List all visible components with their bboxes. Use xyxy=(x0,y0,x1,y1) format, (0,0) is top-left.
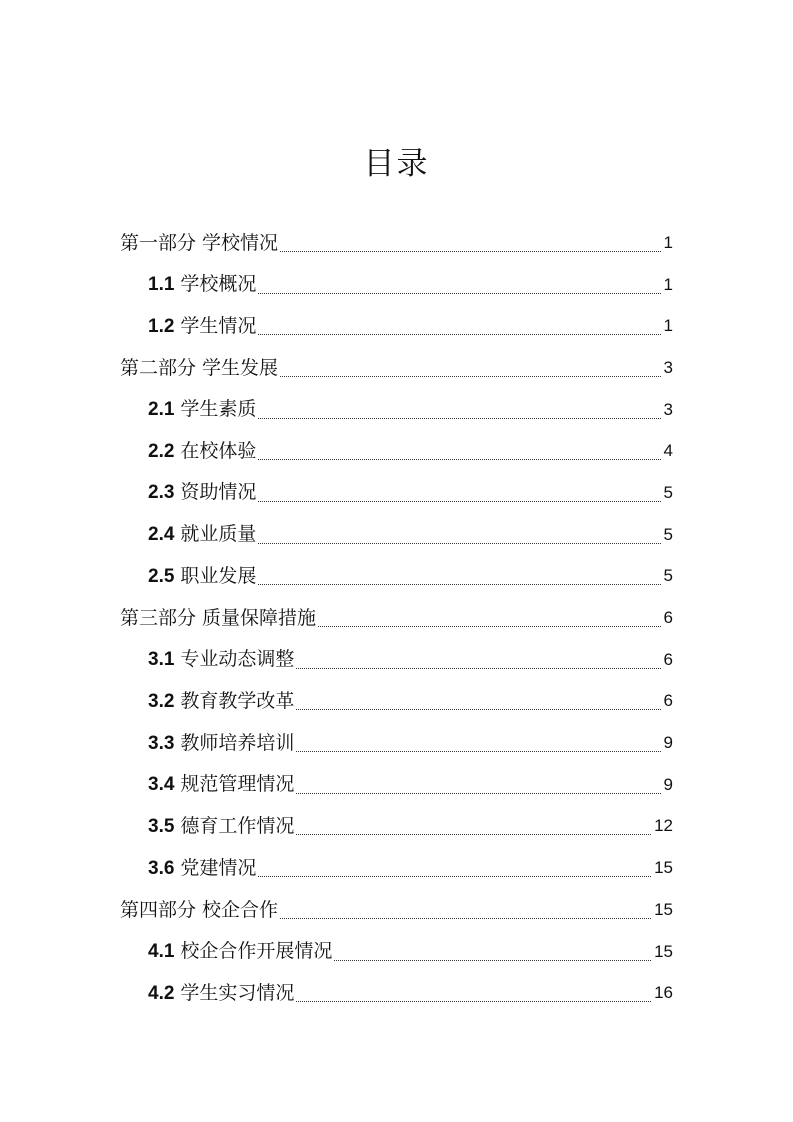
toc-part-entry[interactable] xyxy=(0,597,793,639)
toc-entry-page: 9 xyxy=(663,774,673,794)
toc-entry-label xyxy=(148,522,256,547)
toc-entry-label xyxy=(148,439,256,464)
toc-entry-text: 就业质量 xyxy=(180,523,257,546)
toc-entry-text: 第四部分 校企合作 xyxy=(120,898,279,921)
toc-entry-text: 第一部分 学校情况 xyxy=(120,231,279,254)
toc-title: 目录 xyxy=(363,146,430,182)
toc-section-entry[interactable] xyxy=(0,430,793,472)
toc-section-entry[interactable] xyxy=(0,722,793,764)
toc-section-entry[interactable] xyxy=(0,389,793,431)
toc-entry-number: 4.2 xyxy=(148,982,175,1004)
toc-entry-label xyxy=(148,314,256,339)
toc-leader-dots xyxy=(280,250,660,252)
toc-entry-label xyxy=(148,772,294,797)
toc-entry-text: 教师培养培训 xyxy=(180,731,295,754)
toc-entry-label xyxy=(148,564,256,589)
toc-entry-text: 校企合作开展情况 xyxy=(180,940,333,963)
toc-entry-label xyxy=(148,814,294,839)
toc-entry-page: 6 xyxy=(663,608,673,628)
toc-entry-label xyxy=(120,898,278,922)
toc-part-entry[interactable] xyxy=(0,889,793,931)
toc-entry-page: 6 xyxy=(663,649,673,669)
toc-leader-dots xyxy=(258,583,660,585)
toc-entry-number: 1.2 xyxy=(148,315,175,337)
toc-section-entry[interactable] xyxy=(0,931,793,973)
toc-entry-text: 规范管理情况 xyxy=(180,773,295,796)
toc-entry-page: 9 xyxy=(663,733,673,753)
toc-section-entry[interactable] xyxy=(0,639,793,681)
toc-entry-page: 3 xyxy=(663,357,673,377)
toc-section-entry[interactable] xyxy=(0,472,793,514)
toc-section-entry[interactable] xyxy=(0,806,793,848)
toc-entry-text: 教育教学改革 xyxy=(180,689,295,712)
toc-entry-text: 学生实习情况 xyxy=(180,981,295,1004)
toc-part-entry[interactable] xyxy=(0,347,793,389)
toc-part-entry[interactable] xyxy=(0,222,793,264)
toc-entry-label xyxy=(120,606,316,630)
toc-entry-page: 5 xyxy=(663,566,673,586)
toc-entry-label xyxy=(148,981,294,1006)
toc-entry-page: 4 xyxy=(663,441,673,461)
toc-entry-label xyxy=(148,397,256,422)
toc-entry-number: 3.3 xyxy=(148,732,175,754)
toc-entry-label xyxy=(120,356,278,380)
toc-leader-dots xyxy=(258,542,660,544)
toc-entry-page: 1 xyxy=(663,274,673,294)
toc-entry-page: 3 xyxy=(663,399,673,419)
toc-entry-label xyxy=(148,939,332,964)
toc-entry-label xyxy=(148,689,294,714)
toc-entry-number: 3.5 xyxy=(148,815,175,837)
toc-entry-text: 学生情况 xyxy=(180,314,257,337)
toc-entry-page: 1 xyxy=(663,316,673,336)
toc-leader-dots xyxy=(296,833,651,835)
toc-entry-number: 4.1 xyxy=(148,941,175,963)
toc-entry-text: 资助情况 xyxy=(180,481,257,504)
toc-entry-text: 职业发展 xyxy=(180,564,257,587)
toc-leader-dots xyxy=(296,1000,651,1002)
toc-entry-number: 3.1 xyxy=(148,649,175,671)
toc-section-entry[interactable] xyxy=(0,681,793,723)
toc-leader-dots xyxy=(296,792,660,794)
toc-entry-label xyxy=(148,856,256,881)
toc-entry-text: 专业动态调整 xyxy=(180,648,295,671)
toc-leader-dots xyxy=(296,667,660,669)
toc-leader-dots xyxy=(258,417,660,419)
toc-leader-dots xyxy=(258,292,660,294)
toc-entry-number: 1.1 xyxy=(148,274,175,296)
toc-leader-dots xyxy=(280,917,651,919)
toc-section-entry[interactable] xyxy=(0,264,793,306)
toc-leader-dots xyxy=(318,625,660,627)
toc-entry-text: 党建情况 xyxy=(180,856,257,879)
toc-entry-page: 15 xyxy=(654,899,673,919)
toc-leader-dots xyxy=(258,500,660,502)
toc-entry-page: 1 xyxy=(663,232,673,252)
toc-entry-text: 第三部分 质量保障措施 xyxy=(120,607,317,630)
toc-entry-page: 15 xyxy=(654,941,673,961)
toc-section-entry[interactable] xyxy=(0,556,793,598)
toc-leader-dots xyxy=(258,458,660,460)
toc-entry-label xyxy=(148,480,256,505)
toc-leader-dots xyxy=(258,333,660,335)
table-of-contents xyxy=(0,222,793,1014)
toc-entry-number: 2.1 xyxy=(148,399,175,421)
toc-section-entry[interactable] xyxy=(0,972,793,1014)
toc-entry-number: 3.4 xyxy=(148,774,175,796)
toc-entry-number: 3.6 xyxy=(148,857,175,879)
toc-leader-dots xyxy=(296,750,660,752)
toc-entry-text: 学生素质 xyxy=(180,398,257,421)
toc-entry-label xyxy=(120,231,278,255)
toc-entry-text: 在校体验 xyxy=(180,439,257,462)
toc-entry-number: 2.5 xyxy=(148,565,175,587)
toc-section-entry[interactable] xyxy=(0,764,793,806)
toc-entry-page: 16 xyxy=(654,983,673,1003)
toc-entry-number: 2.3 xyxy=(148,482,175,504)
toc-leader-dots xyxy=(258,875,651,877)
toc-entry-page: 6 xyxy=(663,691,673,711)
toc-entry-text: 德育工作情况 xyxy=(180,814,295,837)
toc-section-entry[interactable] xyxy=(0,514,793,556)
toc-entry-text: 第二部分 学生发展 xyxy=(120,356,279,379)
toc-entry-page: 5 xyxy=(663,482,673,502)
toc-leader-dots xyxy=(280,375,660,377)
toc-entry-number: 3.2 xyxy=(148,690,175,712)
toc-entry-number: 2.4 xyxy=(148,524,175,546)
toc-entry-page: 5 xyxy=(663,524,673,544)
toc-entry-text: 学校概况 xyxy=(180,273,257,296)
toc-entry-number: 2.2 xyxy=(148,440,175,462)
toc-entry-label xyxy=(148,272,256,297)
toc-section-entry[interactable] xyxy=(0,847,793,889)
toc-section-entry[interactable] xyxy=(0,305,793,347)
toc-entry-page: 15 xyxy=(654,858,673,878)
toc-leader-dots xyxy=(296,708,660,710)
toc-entry-label xyxy=(148,647,294,672)
toc-leader-dots xyxy=(334,959,651,961)
toc-entry-label xyxy=(148,731,294,756)
toc-entry-page: 12 xyxy=(654,816,673,836)
